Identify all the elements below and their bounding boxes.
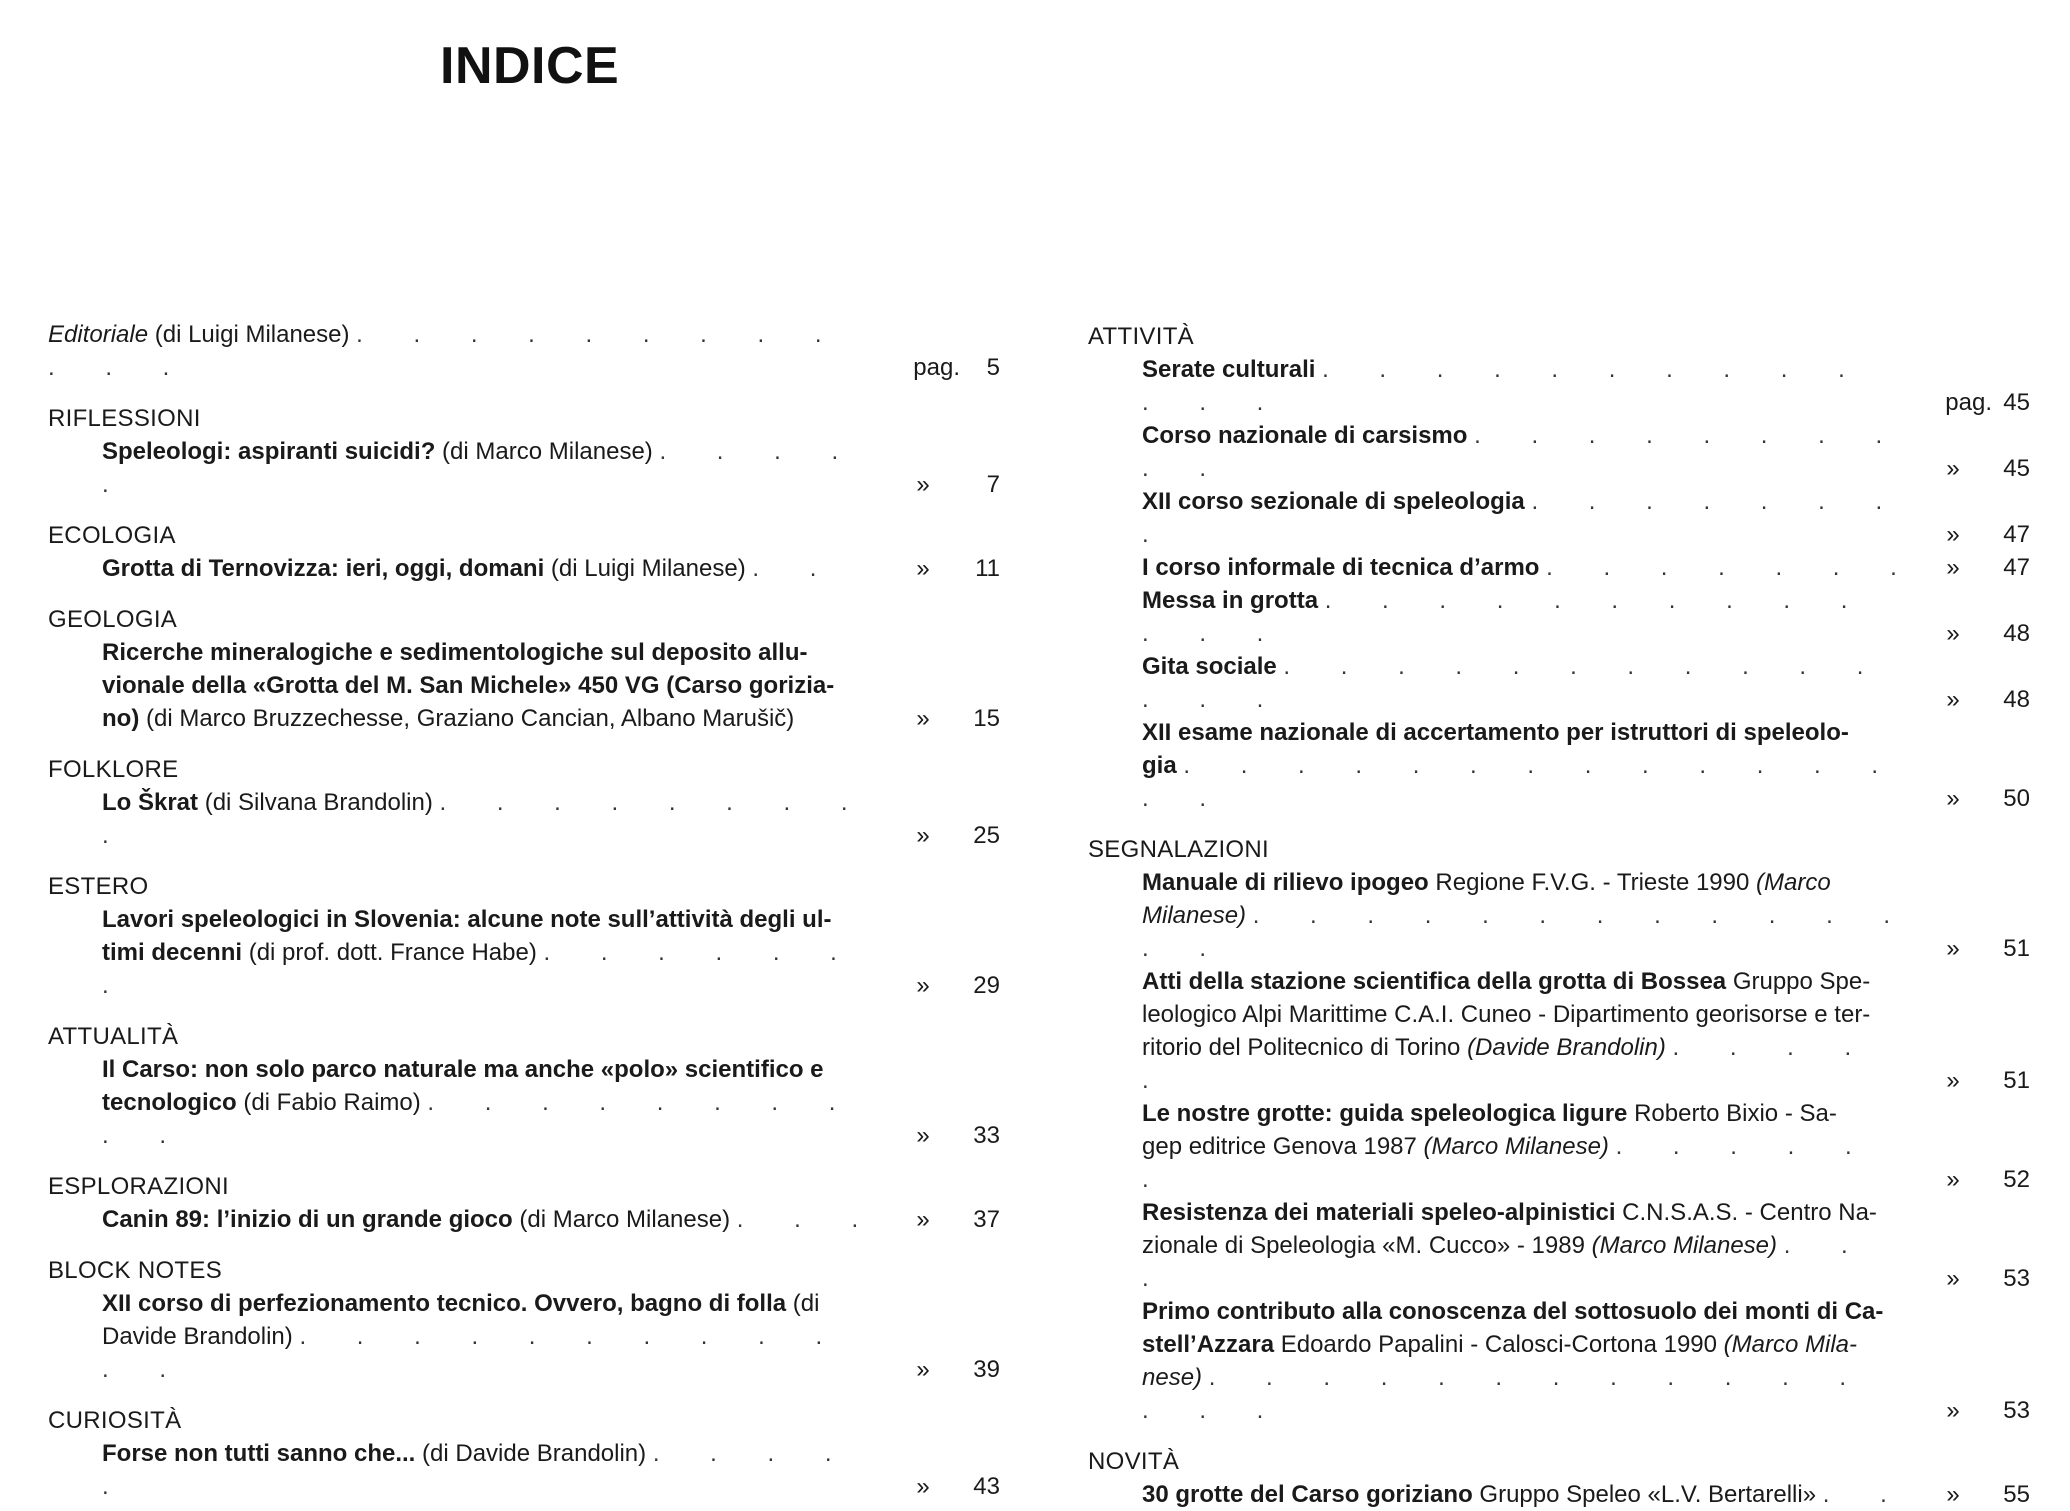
entry-author: (Marco (1756, 869, 1831, 896)
page-number: 43 (973, 1473, 1000, 1500)
entry-publisher: Regione F.V.G. - Trieste 1990 (1428, 869, 1757, 896)
toc-section-novita (1088, 1445, 2030, 1511)
entry-author: nese) (1142, 1364, 1203, 1391)
page-number: 7 (986, 471, 1000, 498)
toc-entry[interactable] (1088, 584, 2030, 650)
page-marker: » (1946, 455, 1960, 482)
toc-section-blocknotes (48, 1254, 1000, 1386)
page-number: 15 (973, 705, 1000, 732)
entry-publisher: Gruppo Speleo «L.V. Bertarelli» (1472, 1481, 1817, 1508)
toc-entry[interactable] (1088, 716, 2030, 815)
toc-entry[interactable] (1088, 965, 2030, 1097)
toc-entry[interactable] (48, 903, 1000, 1002)
toc-section-estero (48, 870, 1000, 1002)
page-marker: » (1946, 620, 1960, 647)
toc-section-ecologia (48, 519, 1000, 585)
entry-title: Gita sociale (1142, 653, 1277, 680)
dot-leader: . . . . . . . . . . . . (102, 1323, 845, 1383)
page-number: 25 (973, 822, 1000, 849)
entry-title: Manuale di rilievo ipogeo (1142, 869, 1429, 896)
page-marker: » (1946, 1166, 1960, 1193)
entry-title-line: vionale della «Grotta del M. San Michele» 450 VG (Carso gorizia- (102, 672, 835, 699)
toc-entry[interactable] (48, 786, 1000, 852)
entry-title-line: gia (1142, 752, 1177, 779)
page-marker: » (916, 471, 930, 498)
entry-author: (Marco Milanese) (1591, 1232, 1778, 1259)
entry-publisher: leologico Alpi Marittime C.A.I. Cuneo - Dipartimento georisorse e ter- (1142, 1001, 1871, 1028)
section-heading: ATTUALITÀ (48, 1023, 179, 1050)
section-heading: BLOCK NOTES (48, 1257, 223, 1284)
entry-title: 30 grotte del Carso goriziano (1142, 1481, 1473, 1508)
section-heading: ESPLORAZIONI (48, 1173, 229, 1200)
entry-publisher: gep editrice Genova 1987 (1142, 1133, 1424, 1160)
entry-publisher: Edoardo Papalini - Calosci-Cortona 1990 (1274, 1331, 1724, 1358)
entry-publisher: zionale di Speleologia «M. Cucco» - 1989 (1142, 1232, 1592, 1259)
section-heading: ESTERO (48, 873, 149, 900)
dot-leader: . . . . . (102, 438, 861, 498)
dot-leader: . . . . . . . . . . . . . (1142, 587, 1870, 647)
page-marker: pag. (913, 354, 960, 381)
section-heading: CURIOSITÀ (48, 1407, 182, 1434)
entry-author: (Davide Brandolin) (1467, 1034, 1666, 1061)
entry-author: Davide Brandolin) (102, 1323, 293, 1350)
dot-leader: . . (752, 555, 839, 582)
entry-title: Forse non tutti sanno che... (102, 1440, 416, 1467)
page-number: 33 (973, 1122, 1000, 1149)
page-number: 45 (2003, 389, 2030, 416)
dot-leader: . . . . . (102, 1440, 854, 1500)
page-marker: » (916, 705, 930, 732)
entry-publisher: Roberto Bixio - Sa- (1627, 1100, 1837, 1127)
entry-author: (di Davide Brandolin) (415, 1440, 647, 1467)
entry-author: (di Silvana Brandolin) (198, 789, 433, 816)
section-heading: ATTIVITÀ (1088, 323, 1194, 350)
entry-title: XII corso sezionale di speleologia (1142, 488, 1525, 515)
toc-entry[interactable] (1088, 353, 2030, 419)
toc-entry[interactable] (48, 318, 1000, 384)
toc-entry[interactable] (1088, 1097, 2030, 1196)
toc-entry[interactable] (1088, 485, 2030, 551)
dot-leader: . . . . . . . . . . . . . (1142, 356, 1867, 416)
dot-leader: . . . (736, 1206, 881, 1233)
entry-title: Messa in grotta (1142, 587, 1319, 614)
entry-title-line: tecnologico (102, 1089, 237, 1116)
toc-entry[interactable] (1088, 1478, 2030, 1511)
section-heading: ECOLOGIA (48, 522, 176, 549)
page-number: 53 (2003, 1265, 2030, 1292)
dot-leader: . . . . . . . . . . . . . . (1142, 902, 1913, 962)
section-heading: GEOLOGIA (48, 606, 178, 633)
toc-entry[interactable] (1088, 551, 2030, 584)
dot-leader: . . . . . . . . . . . . (48, 321, 844, 381)
entry-title-line: Lavori speleologici in Slovenia: alcune note sull’attività degli ul- (102, 906, 832, 933)
toc-entry[interactable] (1088, 1295, 2030, 1427)
page-number: 48 (2003, 620, 2030, 647)
toc-section-editoriale (48, 318, 1000, 384)
toc-entry[interactable] (1088, 866, 2030, 965)
page-marker: » (1946, 521, 1960, 548)
page-number: 11 (975, 555, 1000, 582)
dot-leader: . . . . . . . . . . (102, 1089, 858, 1149)
page-number: 53 (2003, 1397, 2030, 1424)
entry-title: Speleologi: aspiranti suicidi? (102, 438, 436, 465)
dot-leader: . . . . . . (1142, 1133, 1874, 1193)
page-marker: » (1946, 554, 1960, 581)
page-marker: » (1946, 1067, 1960, 1094)
dot-leader: . . . . . . . . . . . . . . . (1142, 752, 1901, 812)
entry-publisher: ritorio del Politecnico di Torino (1142, 1034, 1468, 1061)
entry-title-line: no) (102, 705, 140, 732)
page-number: 48 (2003, 686, 2030, 713)
page-title: INDICE (440, 37, 620, 95)
toc-entry[interactable] (48, 1437, 1000, 1503)
entry-title-line: XII esame nazionale di accertamento per istruttori di speleolo- (1142, 719, 1849, 746)
entry-title: Editoriale (48, 321, 149, 348)
dot-leader: . . . . . . . (1546, 554, 1919, 581)
page-number: 50 (2003, 785, 2030, 812)
page-marker: » (916, 1473, 930, 1500)
entry-author: (di Marco Milanese) (512, 1206, 731, 1233)
entry-publisher: C.N.S.A.S. - Centro Na- (1615, 1199, 1877, 1226)
entry-title: Atti della stazione scientifica della grotta di Bossea (1142, 968, 1727, 995)
entry-title-line: Il Carso: non solo parco naturale ma anche «polo» scientifico e (102, 1056, 824, 1083)
attivita-list (1088, 353, 2030, 716)
page-marker: » (916, 1206, 930, 1233)
page-number: 37 (973, 1206, 1000, 1233)
page-number: 51 (2003, 935, 2030, 962)
dot-leader: . . . . . . . . . . (1142, 422, 1905, 482)
page-marker: » (916, 1356, 930, 1383)
page-number: 39 (973, 1356, 1000, 1383)
dot-leader: . . . . . . . . (1142, 488, 1905, 548)
entry-title: Le nostre grotte: guida speleologica ligure (1142, 1100, 1628, 1127)
entry-author: (di Luigi Milanese) (544, 555, 746, 582)
entry-title: Canin 89: l’inizio di un grande gioco (102, 1206, 513, 1233)
entry-author: (Marco Milanese) (1423, 1133, 1609, 1160)
dot-leader: . . . . . . . . . . . . . . (1142, 653, 1886, 713)
entry-title-line: XII corso di perfezionamento tecnico. Ovvero, bagno di folla (102, 1290, 787, 1317)
toc-section-esplorazioni (48, 1170, 1000, 1236)
dot-leader: . . . (1142, 1232, 1870, 1292)
toc-section-attualita (48, 1020, 1000, 1152)
toc-entry[interactable] (48, 435, 1000, 501)
entry-title-line: timi decenni (102, 939, 243, 966)
toc-section-riflessioni (48, 402, 1000, 501)
page-number: 52 (2003, 1166, 2030, 1193)
entry-title-line: Primo contributo alla conoscenza del sottosuolo dei monti di Ca- (1142, 1298, 1884, 1325)
entry-title: Grotta di Ternovizza: ieri, oggi, domani (102, 555, 545, 582)
toc-section-curiosita (48, 1404, 1000, 1503)
section-heading: NOVITÀ (1088, 1448, 1180, 1475)
toc-section-folklore (48, 753, 1000, 852)
entry-author: (di Luigi Milanese) (148, 321, 350, 348)
page-marker: » (916, 972, 930, 999)
dot-leader: . . . . . . . . . . . . . . . (1142, 1364, 1869, 1424)
page-number: 47 (2003, 521, 2030, 548)
entry-title: Corso nazionale di carsismo (1142, 422, 1468, 449)
entry-author: (di Marco Milanese) (435, 438, 653, 465)
dot-leader: . . . . . . . . . (102, 789, 870, 849)
toc-entry[interactable] (48, 636, 1000, 735)
page-marker: » (1946, 1397, 1960, 1424)
toc-section-attivita (1088, 320, 2030, 815)
page-number: 55 (2003, 1481, 2030, 1508)
dot-leader: . . . . . . . (102, 939, 859, 999)
entry-author: (Marco Mila- (1723, 1331, 1857, 1358)
entry-title: I corso informale di tecnica d’armo (1142, 554, 1540, 581)
page-marker: » (1946, 785, 1960, 812)
page-marker: » (1946, 1481, 1960, 1508)
entry-title-line: stell’Azzara (1142, 1331, 1275, 1358)
page-marker: » (1946, 686, 1960, 713)
dot-leader: . . (1822, 1481, 1909, 1508)
toc-left-column (48, 318, 1000, 1503)
toc-entry[interactable] (1088, 419, 2030, 485)
entry-author: (di (786, 1290, 820, 1317)
toc-entry[interactable] (1088, 1196, 2030, 1295)
page-marker: » (1946, 935, 1960, 962)
entry-title: Serate culturali (1142, 356, 1316, 383)
page-marker: » (916, 1122, 930, 1149)
entry-title: Resistenza dei materiali speleo-alpinistici (1142, 1199, 1616, 1226)
toc-entry[interactable] (48, 1203, 1000, 1236)
page-number: 51 (2003, 1067, 2030, 1094)
entry-title: Lo Škrat (102, 789, 199, 816)
toc-section-geologia (48, 603, 1000, 735)
toc-entry[interactable] (48, 1287, 1000, 1386)
page-number: 47 (2003, 554, 2030, 581)
entry-author: (di Marco Bruzzechesse, Graziano Cancian, Albano Marušič) (139, 705, 795, 732)
page-number: 45 (2003, 455, 2030, 482)
section-heading: RIFLESSIONI (48, 405, 201, 432)
entry-publisher: Gruppo Spe- (1726, 968, 1871, 995)
entry-author: (di Fabio Raimo) (236, 1089, 421, 1116)
page-marker: » (916, 822, 930, 849)
toc-section-segnalazioni (1088, 833, 2030, 1427)
page-number: 5 (986, 354, 1000, 381)
section-heading: FOLKLORE (48, 756, 179, 783)
dot-leader: . . . . . (1142, 1034, 1874, 1094)
entry-title-line: Ricerche mineralogiche e sedimentologiche sul deposito allu- (102, 639, 808, 666)
toc-entry[interactable] (48, 1053, 1000, 1152)
section-heading: SEGNALAZIONI (1088, 836, 1269, 863)
entry-author: Milanese) (1142, 902, 1247, 929)
toc-entry[interactable] (48, 552, 1000, 585)
page-marker: pag. (1945, 389, 1992, 416)
page-number: 29 (973, 972, 1000, 999)
page-marker: » (1946, 1265, 1960, 1292)
toc-entry[interactable] (1088, 650, 2030, 716)
page-marker: » (916, 555, 930, 582)
toc-right-column (1088, 320, 2030, 1511)
entry-author: (di prof. dott. France Habe) (242, 939, 537, 966)
